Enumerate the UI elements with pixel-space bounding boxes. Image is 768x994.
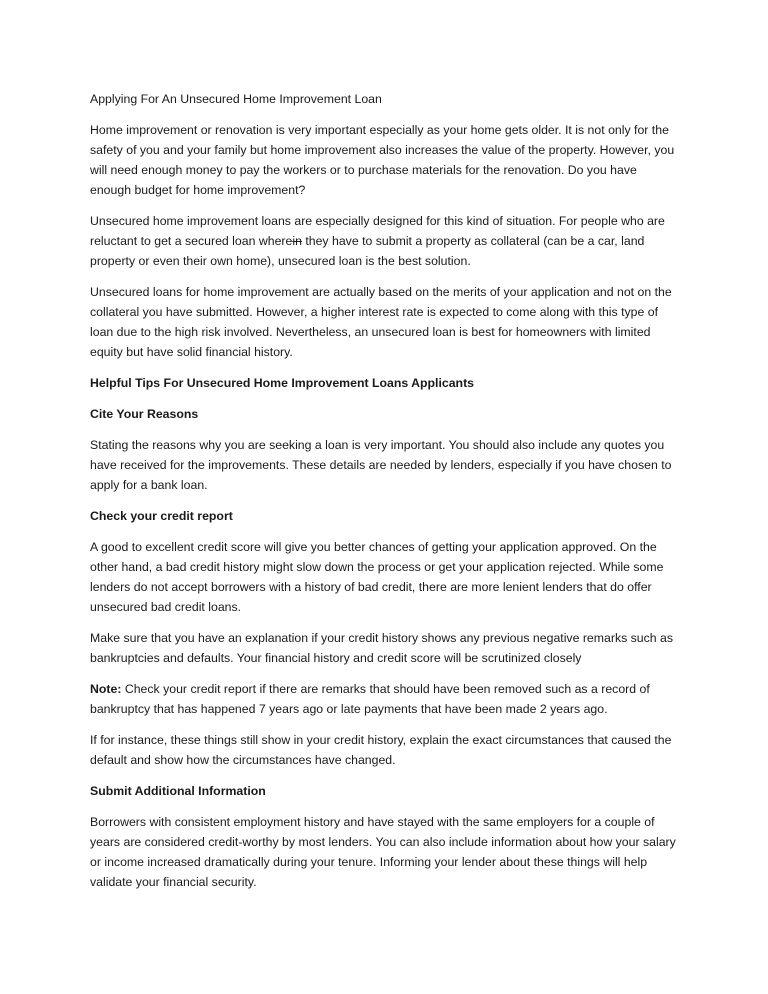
additional-heading: Submit Additional Information (90, 784, 266, 798)
credit-heading: Check your credit report (90, 509, 233, 523)
intro-paragraph: Home improvement or renovation is very important especially as your home gets older. It is not only for the safety of you and your family but home improvement also increases the value of the property. However, you will need enough money to pay the workers or to purchase materials for the renovation. Do you have enough budget for home improvement? (90, 123, 675, 197)
document-page (90, 89, 680, 903)
note-paragraph (90, 679, 680, 719)
note-label: Note: (90, 682, 122, 696)
credit-paragraph-3: If for instance, these things still show in your credit history, explain the exact circumstances that caused the default and show how the circumstances have changed. (90, 733, 672, 767)
credit-paragraph-2: Make sure that you have an explanation if your credit history shows any previous negative remarks such as bankruptcies and defaults. Your financial history and credit score will be scrutinized closely (90, 631, 674, 665)
tips-heading: Helpful Tips For Unsecured Home Improvement Loans Applicants (90, 376, 475, 390)
note-text: Check your credit report if there are remarks that should have been removed such as a record of bankruptcy that has happened 7 years ago or late payments that have been made 2 years ago. (90, 682, 650, 716)
additional-paragraph: Borrowers with consistent employment history and have stayed with the same employers for a couple of years are considered credit-worthy by most lenders. You can also include information about how your salary or income increased dramatically during your tenure. Informing your lender about these things will help validate your financial security. (90, 815, 676, 889)
struck-word: in (292, 234, 302, 248)
credit-paragraph-1: A good to excellent credit score will give you better chances of getting your application approved. On the other hand, a bad credit history might slow down the process or get your application rejected. While some lenders do not accept borrowers with a history of bad credit, there are more lenient lenders that do offer unsecured bad credit loans. (90, 540, 664, 614)
document-title: Applying For An Unsecured Home Improvement Loan (90, 92, 382, 106)
unsecured-text-after: they have to submit a property as collateral (can be a car, land property or even their own home), unsecured loan is the best solution. (90, 234, 645, 268)
unsecured-paragraph (90, 211, 680, 271)
reasons-heading: Cite Your Reasons (90, 407, 199, 421)
unsecured-text-before: Unsecured home improvement loans are especially designed for this kind of situation. For people who are reluctant to get a secured loan where (90, 214, 665, 248)
merits-paragraph: Unsecured loans for home improvement are actually based on the merits of your application and not on the collateral you have submitted. However, a higher interest rate is expected to come along with this type of loan due to the high risk involved. Nevertheless, an unsecured loan is best for homeowners with limited equity but have solid financial history. (90, 285, 672, 359)
reasons-paragraph: Stating the reasons why you are seeking a loan is very important. You should also include any quotes you have received for the improvements. These details are needed by lenders, especially if you have chosen to apply for a bank loan. (90, 438, 672, 492)
